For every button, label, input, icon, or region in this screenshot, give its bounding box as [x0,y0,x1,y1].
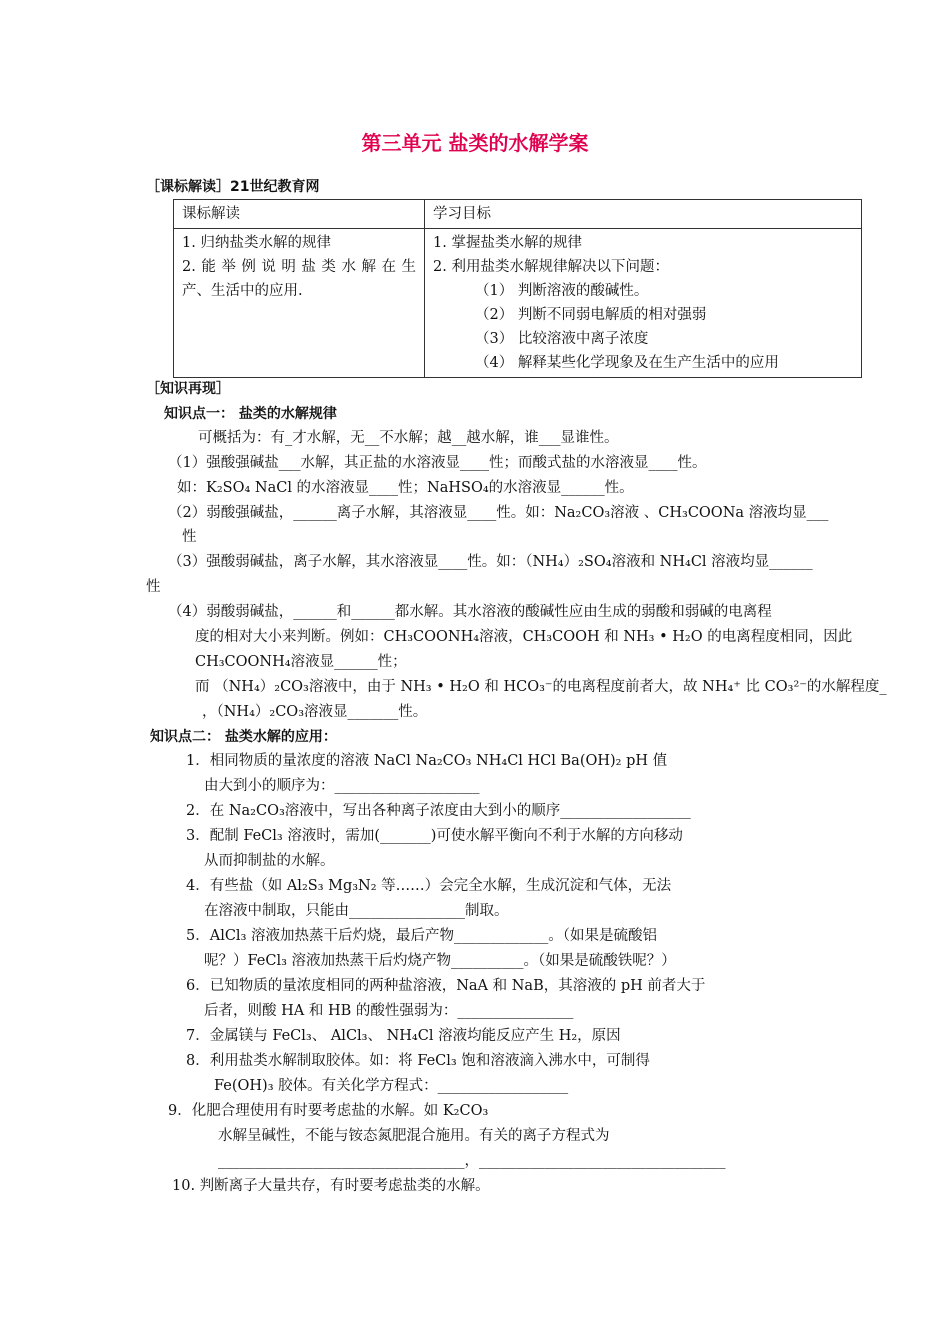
k2-line: Fe(OH)₃ 胶体。有关化学方程式：__________________ [214,1078,569,1094]
k2-line: 呢？）FeCl₃ 溶液加热蒸干后灼烧产物__________。（如果是硫酸铁呢？） [204,953,676,969]
k1-line: 度的相对大小来判断。例如：CH₃COONH₄溶液，CH₃COOH 和 NH₃ • H₂O 的电离程度相同，因此 [195,629,853,645]
k1-line: （2）弱酸强碱盐，______离子水解，其溶液显____性。如：Na₂CO₃溶液 、CH₃COONa 溶液均显___ [168,505,829,521]
right-line-4: （2） 判断不同弱电解质的相对强弱 [475,307,707,323]
left-line-2: 2.能举例说明盐类水解在生 [182,259,416,275]
section-zhishi-heading: ［知识再现］ [146,381,230,397]
table-header-left: 课标解读 [174,200,425,229]
right-line-3: （1） 判断溶液的酸碱性。 [475,283,649,299]
k1-line: 如：K₂SO₄ NaCl 的水溶液显____性；NaHSO₄的水溶液显______性。 [177,480,634,496]
k1-line: 可概括为：有_才水解，无__不水解；越__越水解，谁___显谁性。 [198,430,619,446]
k2-line: 从而抑制盐的水解。 [204,853,335,869]
k1-line: （4）弱酸弱碱盐，______和______都水解。其水溶液的酸碱性应由生成的弱酸和弱碱的电离程 [168,604,772,620]
section-kebiao-heading: ［课标解读］21世纪教育网 [146,179,320,195]
k2-line: 1．相同物质的量浓度的溶液 NaCl Na₂CO₃ NH₄Cl HCl Ba(OH)₂ pH 值 [186,753,668,769]
knowledge-point-1-title: 知识点一： 盐类的水解规律 [164,406,337,422]
k2-line: 5．AlCl₃ 溶液加热蒸干后灼烧，最后产物_____________。（如果是硫酸铝 [186,928,657,944]
k2-line: 9．化肥合理使用有时要考虑盐的水解。如 K₂CO₃ [168,1103,489,1119]
k2-line: 由大到小的顺序为：____________________ [204,778,480,794]
k1-line: （3）强酸弱碱盐，离子水解，其水溶液显____性。如：（NH₄）₂SO₄溶液和 NH₄Cl 溶液均显______ [168,554,813,570]
k2-line: 水解呈碱性，不能与铵态氮肥混合施用。有关的离子方程式为 [218,1128,610,1144]
page-title: 第三单元 盐类的水解学案 [361,131,589,155]
k2-line: 在溶液中制取，只能由________________制取。 [204,903,509,919]
k2-line: 4．有些盐（如 Al₂S₃ Mg₃N₂ 等……）会完全水解，生成沉淀和气体，无法 [186,878,672,894]
left-line-1: 1. 归纳盐类水解的规律 [182,235,331,251]
k2-line: 后者，则酸 HA 和 HB 的酸性强弱为：________________ [204,1003,574,1019]
right-line-5: （3） 比较溶液中离子浓度 [475,331,649,347]
right-line-1: 1. 掌握盐类水解的规律 [433,235,582,251]
k2-line: 3．配制 FeCl₃ 溶液时，需加(_______)可使水解平衡向不利于水解的方向移动 [186,828,683,844]
k1-line: CH₃COONH₄溶液显______性； [195,654,407,670]
k2-line: 2．在 Na₂CO₃溶液中，写出各种离子浓度由大到小的顺序__________________ [186,803,691,819]
left-line-3: 产、生活中的应用. [182,283,303,299]
knowledge-point-2-title: 知识点二： 盐类水解的应用： [150,729,337,745]
table-cell-left [174,229,425,378]
objectives-table [173,199,862,378]
k2-line: 10. 判断离子大量共存，有时要考虑盐类的水解。 [172,1178,490,1194]
k1-line: 性 [146,579,161,595]
right-line-2: 2. 利用盐类水解规律解决以下问题： [433,259,669,275]
k2-line: 6．已知物质的量浓度相同的两种盐溶液，NaA 和 NaB，其溶液的 pH 前者大于 [186,978,706,994]
k1-line: （1）强酸强碱盐___水解，其正盐的水溶液显____性；而酸式盐的水溶液显____性。 [168,455,707,471]
k2-line: 7．金属镁与 FeCl₃、 AlCl₃、 NH₄Cl 溶液均能反应产生 H₂，原因 [186,1028,621,1044]
k1-line: ，（NH₄）₂CO₃溶液显_______性。 [202,704,428,720]
k2-line: 8．利用盐类水解制取胶体。如：将 FeCl₃ 饱和溶液滴入沸水中，可制得 [186,1053,650,1069]
k2-line: __________________________________，__________________________________ [218,1153,726,1169]
k1-line: 而 （NH₄）₂CO₃溶液中，由于 NH₃ • H₂O 和 HCO₃⁻的电离程度前者大，故 NH₄⁺ 比 CO₃²⁻的水解程度_ [195,679,887,695]
k1-line: 性 [182,529,197,545]
table-cell-right [425,229,862,378]
right-line-6: （4） 解释某些化学现象及在生产生活中的应用 [475,355,779,371]
table-header-right: 学习目标 [425,200,862,229]
